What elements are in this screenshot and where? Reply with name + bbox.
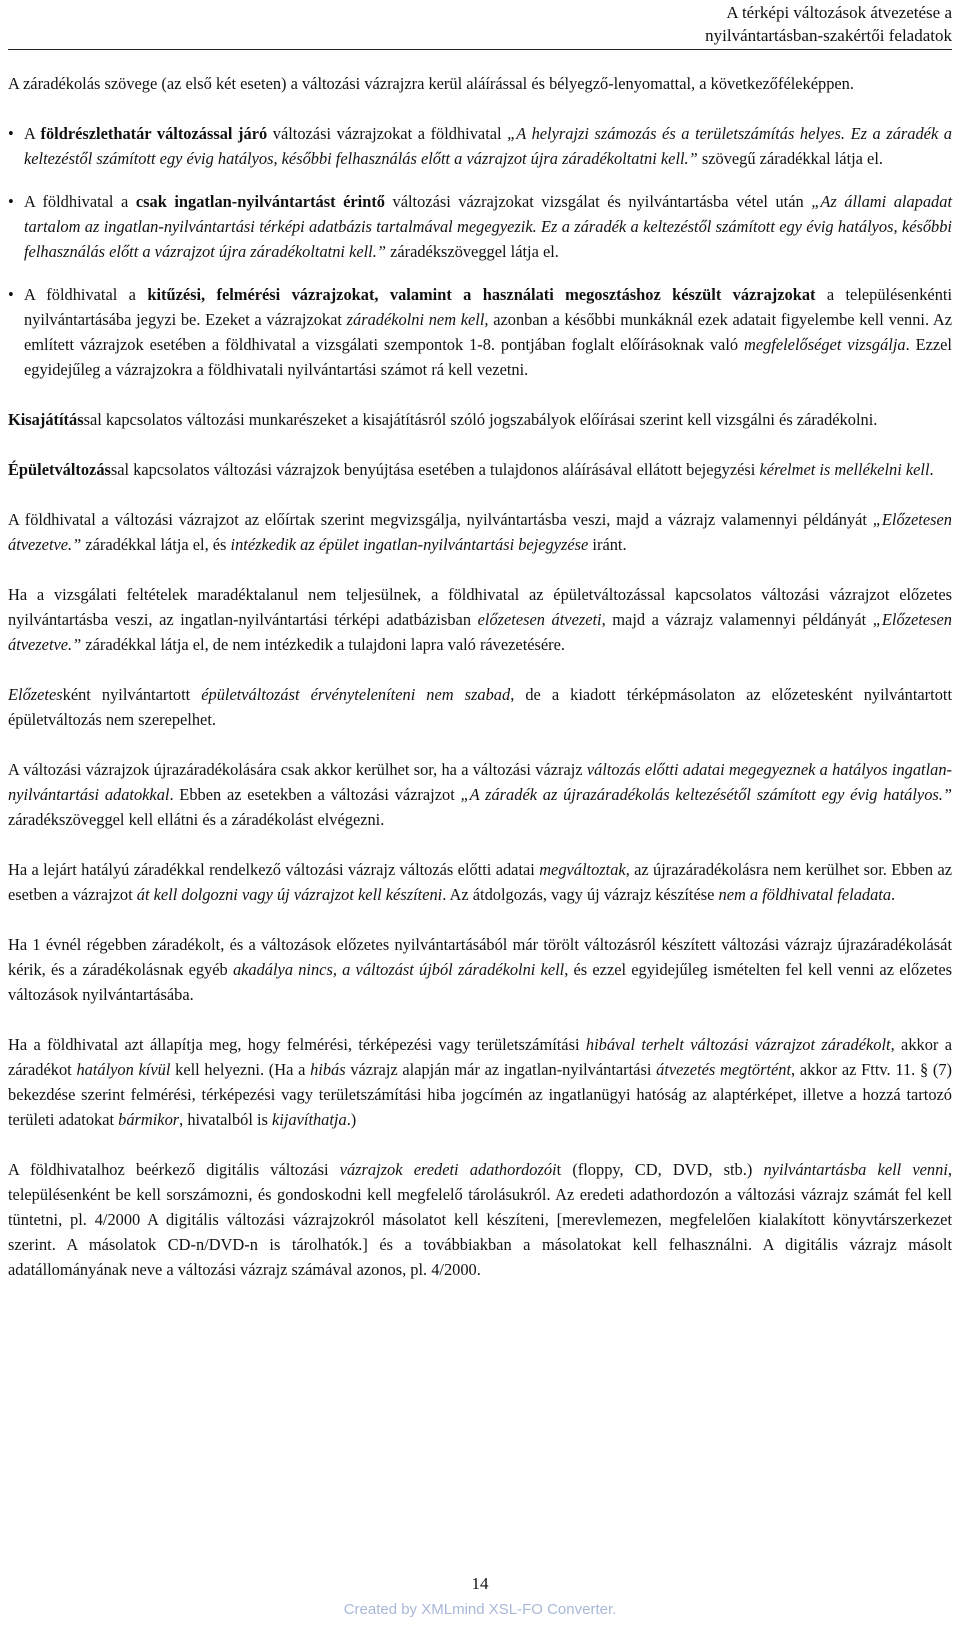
bullet-item: • A földrészlethatár változással járó változási vázrajzokat a földhivatal „A helyrajzi számozás és a területszámítás helyes. Ez a záradék a keltezéstől számított egy évig hatályos, későbbi felhasználás előtt a vázrajzot újra záradékoltatni kell.” szövegű záradékkal látja el. <box>8 121 952 171</box>
paragraph-digitalis: A földhivatalhoz beérkező digitális változási vázrajzok eredeti adathordozóit (floppy, CD, DVD, stb.) nyilvántartásba kell venni, településenként be kell sorszámozni, és gondoskodni kell megfelelő tárolásukról. Az eredeti adathordozón a változási vázrajz számát fel kell tüntetni, pl. 4/2000 A digitális változási vázrajzokról másolatot kell készíteni, [merevlemezen, megfelelően kialakított könyvtárszerkezet szerint. A másolatok CD-n/DVD-n is tárolhatók.] és a továbbiakban a másolatokat kell felhasználni. A digitális vázrajz másolt adatállományának neve a változási vázrajz számával azonos, pl. 4/2000. <box>8 1160 952 1279</box>
bullet-item: • A földhivatal a csak ingatlan-nyilvántartást érintő változási vázrajzokat vizsgálat és nyilvántartásba vétel után „Az állami alapadat tartalom az ingatlan-nyilvántartási térképi adatbázis tartalmával megegyezik. Ez a záradék a keltezéstől számított egy évig hatályos, későbbi felhasználás előtt a vázrajzot újra záradékoltatni kell.” záradékszöveggel látja el. <box>8 189 952 264</box>
paragraph-elozetes: Előzetesként nyilvántartott épületváltozást érvényteleníteni nem szabad, de a kiadott térképmásolaton az előzetesként nyilvántartott épületváltozás nem szerepelhet. <box>8 685 952 729</box>
running-header <box>8 0 952 47</box>
header-rule <box>8 49 952 50</box>
converter-credit: Created by XMLmind XSL-FO Converter. <box>343 1601 617 1618</box>
document-page <box>8 0 952 1625</box>
paragraph-atvezetes: A földhivatal a változási vázrajzot az előírtak szerint megvizsgálja, nyilvántartásba veszi, majd a vázrajz valamennyi példányát „Előzetesen átvezetve.” záradékkal látja el, és intézkedik az épület ingatlan-nyilvántartási bejegyzése iránt. <box>8 510 952 554</box>
bullet-item: • A földhivatal a kitűzési, felmérési vázrajzokat, valamint a használati megosztáshoz készült vázrajzokat a településenkénti nyilvántartásába jegyzi be. Ezeket a vázrajzokat záradékolni nem kell, azonban a későbbi munkáknál ezek adatait figyelembe kell venni. Az említett vázrajzok esetében a földhivatal a vizsgálati szempontok 1-8. pontjában foglalt előírásoknak való megfelelőséget vizsgálja. Ezzel egyidejűleg a vázrajzokra a földhivatali nyilvántartási számot rá kell vezetni. <box>8 282 952 382</box>
bullet-list <box>8 121 952 382</box>
page-number: 14 <box>471 1574 489 1593</box>
paragraph-egy-evnel-regebben: Ha 1 évnél régebben záradékolt, és a változások előzetes nyilvántartásából már törölt változásról készített változási vázrajz újrazáradékolását kérik, és a záradékolásnak egyéb akadálya nincs, a változást újból záradékolni kell, és ezzel egyidejűleg ismételten fel kell venni az előzetes változások nyilvántartásába. <box>8 935 952 1004</box>
paragraph-lejart-hatalyu: Ha a lejárt hatályú záradékkal rendelkező változási vázrajz változás előtti adatai megváltoztak, az újrazáradékolásra nem kerülhet sor. Ebben az esetben a vázrajzot át kell dolgozni vagy új vázrajzot kell készíteni. Az átdolgozás, vagy új vázrajz készítése nem a földhivatal feladata. <box>8 860 952 904</box>
intro-paragraph: A záradékolás szövege (az első két eseten) a változási vázrajzra kerül aláírással és bélyegző-lenyomattal, a következőféleképpen. <box>8 74 854 93</box>
header-line-1: A térképi változások átvezetése a <box>726 3 952 22</box>
paragraph-feltetelek: Ha a vizsgálati feltételek maradéktalanul nem teljesülnek, a földhivatal az épületváltozással kapcsolatos változási vázrajzot előzetes nyilvántartásba veszi, az ingatlan-nyilvántartási térképi adatbázisban előzetesen átvezeti, majd a vázrajz valamennyi példányát „Előzetesen átvezetve.” záradékkal látja el, de nem intézkedik a tulajdoni lapra való rávezetésére. <box>8 585 953 654</box>
paragraph-epuletvaltozas: Épületváltozással kapcsolatos változási vázrajzok benyújtása esetében a tulajdonos aláírásával ellátott bejegyzési kérelmet is mellékelni kell. <box>8 460 934 479</box>
paragraph-hibas-vazrajz: Ha a földhivatal azt állapítja meg, hogy felmérési, térképezési vagy területszámítási hibával terhelt változási vázrajzot záradékolt, akkor a záradékot hatályon kívül kell helyezni. (Ha a hibás vázrajz alapján már az ingatlan-nyilvántartási átvezetés megtörtént, akkor az Fttv. 11. § (7) bekezdése szerint felmérési, térképezési vagy területszámítási hiba jogcímén az ingatlanügyi hatóság az alaptérképet, illetve a hozzá tartozó területi adatokat bármikor, hivatalból is kijavíthatja.) <box>8 1035 953 1129</box>
header-line-2: nyilvántartásban-szakértői feladatok <box>705 26 952 45</box>
paragraph-kisajatitas: Kisajátítással kapcsolatos változási munkarészeket a kisajátításról szóló jogszabályok előírásai szerint kell vizsgálni és záradékolni. <box>8 410 878 429</box>
paragraph-ujrazaradekolas: A változási vázrajzok újrazáradékolására csak akkor kerülhet sor, ha a változási vázrajz változás előtti adatai megegyeznek a hatályos ingatlan-nyilvántartási adatokkal. Ebben az esetekben a változási vázrajzot „A záradék az újrazáradékolás keltezésétől számított egy évig hatályos.” záradékszöveggel kell ellátni és a záradékolást elvégezni. <box>8 760 952 829</box>
document-body <box>8 71 952 1307</box>
